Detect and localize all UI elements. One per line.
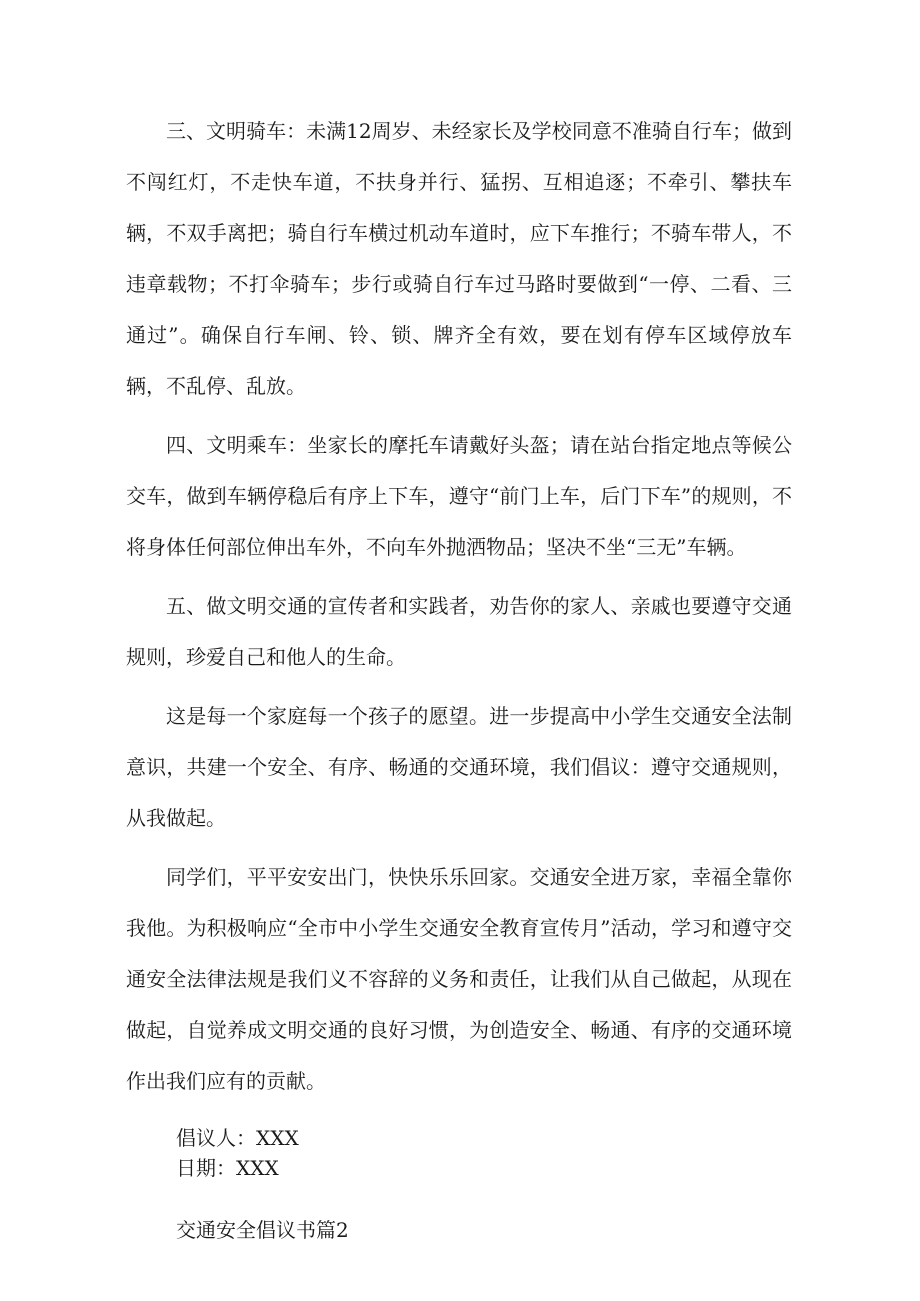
date-line: 日期：XXX bbox=[176, 1156, 279, 1180]
next-section-title: 交通安全倡议书篇2 bbox=[176, 1218, 349, 1242]
paragraph-closing: 同学们，平平安安出门，快快乐乐回家。交通安全进万家，幸福全靠你我他。为积极响应“全市中小学生交通安全教育宣传月”活动，学习和遵守交通安全法律法规是我们义不容辞的义务和责任，让我们从自己做起，从现在做起，自觉养成文明交通的良好习惯，为创造安全、畅通、有序的交通环境作出我们应有的贡献。 bbox=[126, 865, 792, 1093]
document-body bbox=[126, 106, 792, 1245]
paragraph-traffic-advocate: 五、做文明交通的宣传者和实践者，劝告你的家人、亲戚也要遵守交通规则，珍爱自己和他人的生命。 bbox=[126, 594, 792, 669]
signature-block bbox=[126, 1123, 792, 1183]
paragraph-civilized-cycling: 三、文明骑车：未满12周岁、未经家长及学校同意不准骑自行车；做到不闯红灯，不走快车道，不扶身并行、猛拐、互相追逐；不牵引、攀扶车辆，不双手离把；骑自行车横过机动车道时，应下车推行；不骑车带人，不违章载物；不打伞骑车；步行或骑自行车过马路时要做到“一停、二看、三通过”。确保自行车闸、铃、锁、牌齐全有效，要在划有停车区域停放车辆，不乱停、乱放。 bbox=[126, 119, 792, 398]
paragraph-civilized-riding: 四、文明乘车：坐家长的摩托车请戴好头盔；请在站台指定地点等候公交车，做到车辆停稳后有序上下车，遵守“前门上车，后门下车”的规则，不将身体任何部位伸出车外，不向车外抛洒物品；坚决不坐“三无”车辆。 bbox=[126, 433, 792, 559]
paragraph-initiative: 这是每一个家庭每一个孩子的愿望。进一步提高中小学生交通安全法制意识，共建一个安全、有序、畅通的交通环境，我们倡议：遵守交通规则，从我做起。 bbox=[126, 704, 792, 830]
proposer-line: 倡议人：XXX bbox=[176, 1126, 299, 1150]
